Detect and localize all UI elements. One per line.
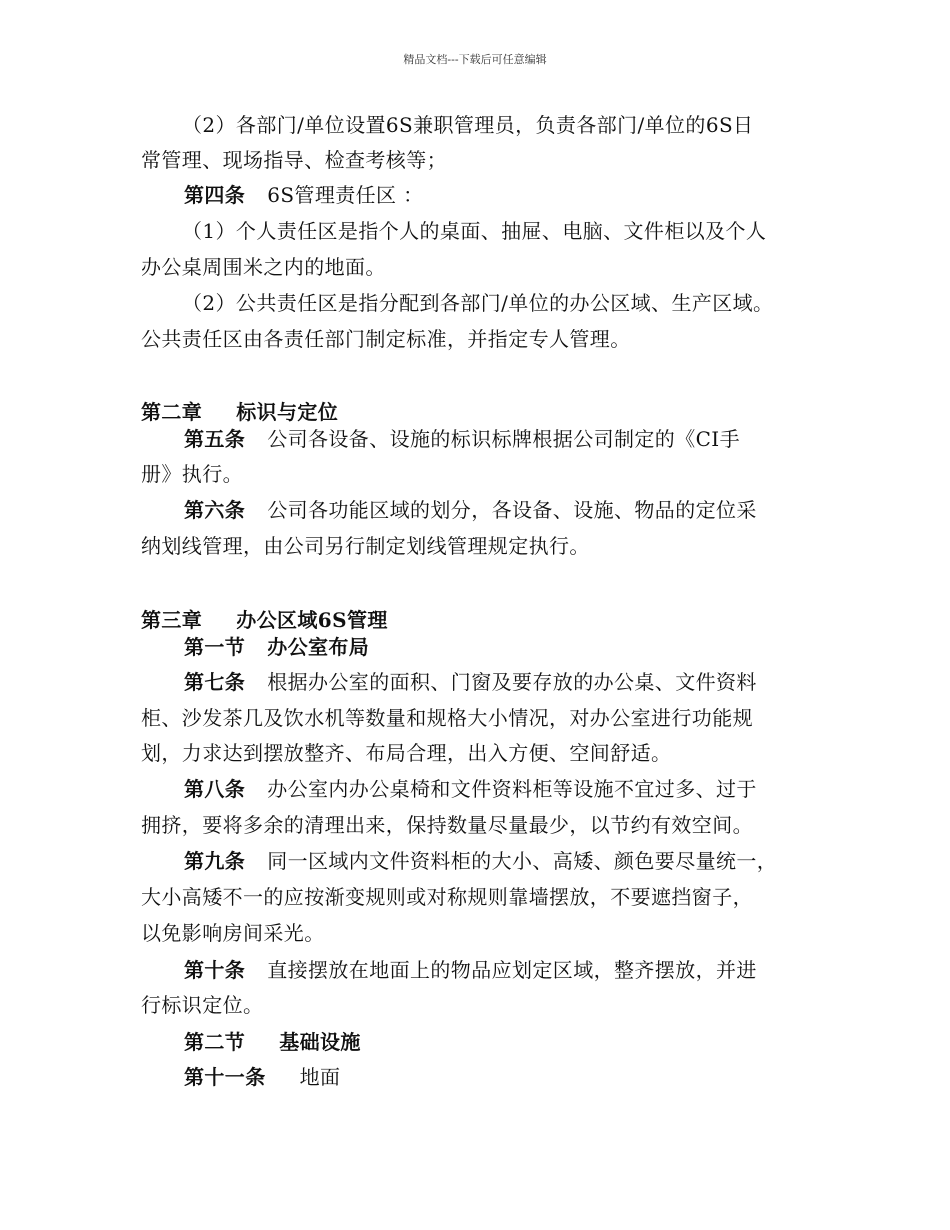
paragraph-line: 行标识定位。 [141,993,264,1017]
chapter-3-label: 第三章 [141,608,203,632]
paragraph-line: 拥挤，要将多余的清理出来，保持数量尽量最少，以节约有效空间。 [141,813,753,837]
article-10-text: 直接摆放在地面上的物品应划定区域，整齐摆放，并进 [267,958,757,982]
article-11-line [184,1063,340,1091]
chapter-2-label: 第二章 [141,400,203,424]
paragraph-line: 常管理、现场指导、检查考核等； [141,148,447,172]
chapter-3-heading [141,606,388,634]
article-9-line [184,847,777,875]
article-4-line [184,181,424,209]
article-7-text: 根据办公室的面积、门窗及要存放的办公桌、文件资料 [267,670,757,694]
article-11-label: 第十一条 [184,1065,266,1089]
paragraph-line: （1）个人责任区是指个人的桌面、抽屉、电脑、文件柜以及个人 [182,219,767,243]
article-6-line [184,496,757,524]
section-1-title: 办公室布局 [267,635,370,659]
paragraph-line: 柜、沙发茶几及饮水机等数量和规格大小情况，对办公室进行功能规 [141,706,753,730]
section-2-heading [184,1028,361,1056]
article-6-text: 公司各功能区域的划分，各设备、设施、物品的定位采 [267,498,757,522]
paragraph-line: 划，力求达到摆放整齐、布局合理，出入方便、空间舒适。 [141,741,672,765]
paragraph-line: 册》执行。 [141,462,243,486]
article-8-line [184,775,757,803]
article-10-line [184,956,757,984]
article-8-text: 办公室内办公桌椅和文件资料柜等设施不宜过多、过于 [267,777,757,801]
paragraph-line: （2）公共责任区是指分配到各部门/单位的办公区域、生产区域。 [182,291,774,315]
chapter-2-title: 标识与定位 [236,400,339,424]
article-9-label: 第九条 [184,849,246,873]
article-5-text: 公司各设备、设施的标识标牌根据公司制定的《CI手 [267,427,741,451]
article-7-line [184,668,757,696]
paragraph-line: 以免影响房间采光。 [141,921,325,945]
article-9-text: 同一区域内文件资料柜的大小、高矮、颜色要尽量统一， [267,849,778,873]
article-8-label: 第八条 [184,777,246,801]
section-2-label: 第二节 [184,1030,246,1054]
article-5-line [184,425,740,453]
chapter-3-title: 办公区域6S管理 [236,608,388,632]
article-11-text: 地面 [299,1065,341,1089]
paragraph-line: 公共责任区由各责任部门制定标准，并指定专人管理。 [141,327,631,351]
article-4-text: 6S管理责任区 ： [267,183,424,207]
article-5-label: 第五条 [184,427,246,451]
article-6-label: 第六条 [184,498,246,522]
paragraph-line: 办公桌周围米之内的地面。 [141,255,386,279]
article-10-label: 第十条 [184,958,246,982]
paragraph-line: （2）各部门/单位设置6S兼职管理员，负责各部门/单位的6S日 [182,113,754,137]
article-7-label: 第七条 [184,670,246,694]
section-2-title: 基础设施 [279,1030,361,1054]
chapter-2-heading [141,398,338,426]
page-header: 精品文档---下载后可任意编辑 [403,53,547,66]
section-1-label: 第一节 [184,635,246,659]
paragraph-line: 大小高矮不一的应按渐变规则或对称规则靠墙摆放，不要遮挡窗子， [141,885,753,909]
paragraph-line: 纳划线管理，由公司另行制定划线管理规定执行。 [141,534,590,558]
section-1-heading [184,633,369,661]
article-4-label: 第四条 [184,183,246,207]
